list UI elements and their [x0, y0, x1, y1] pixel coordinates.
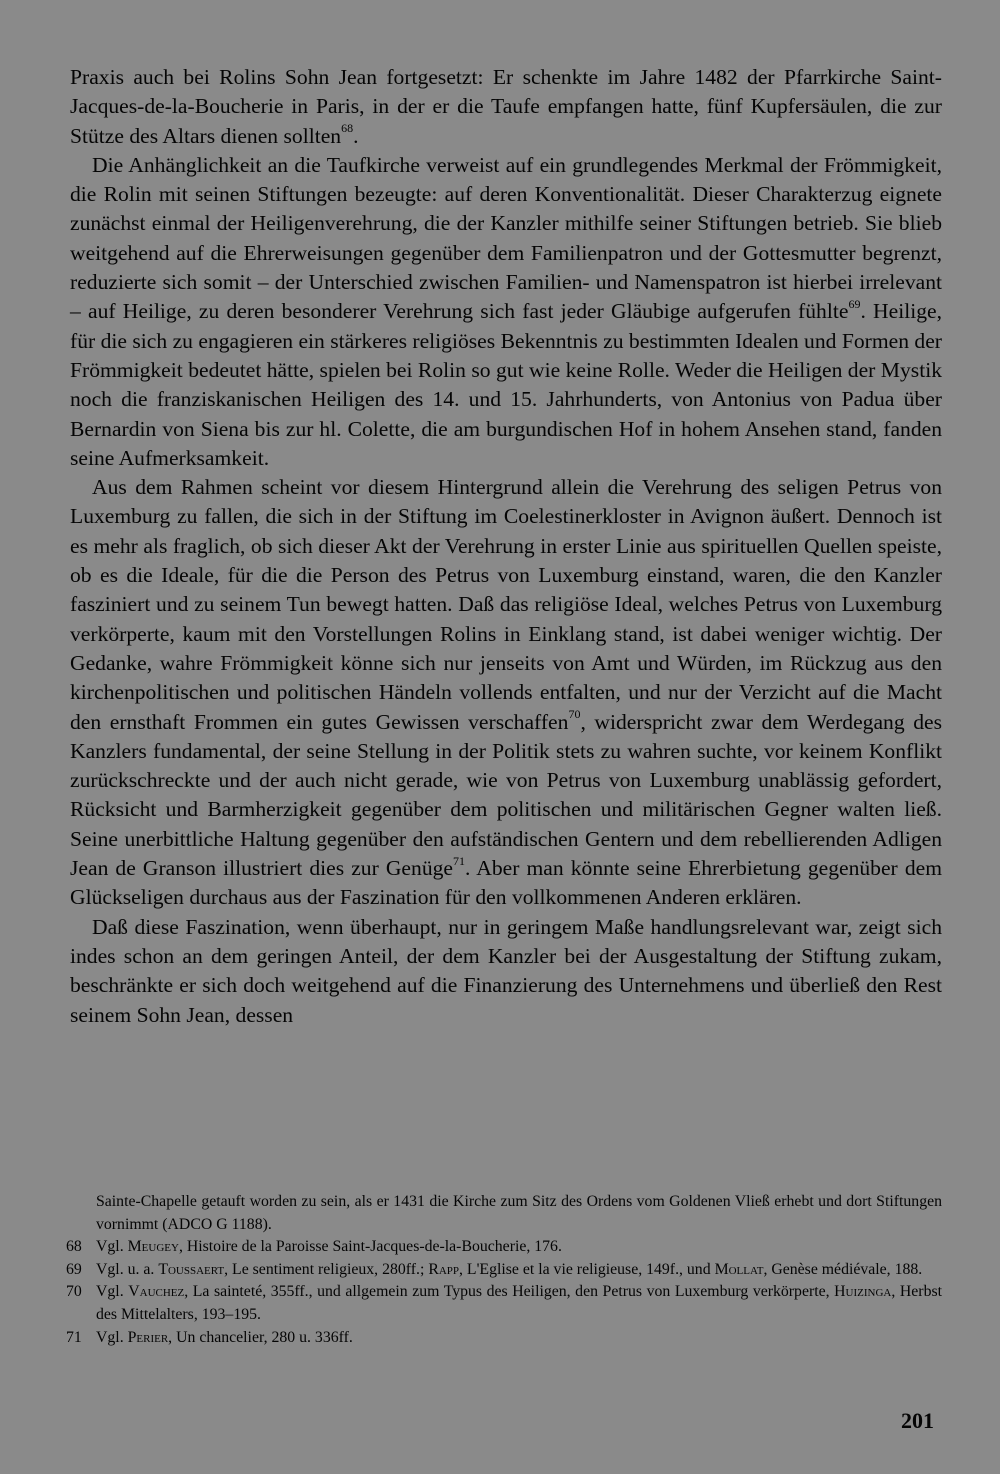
footnote-text-part: , Le sentiment religieux, 280ff.; — [224, 1260, 429, 1278]
footnote-text-part: , La sainteté, 355ff., und allgemein zum Typus des Heiligen, den Petrus von Luxemburg verkörperte, — [184, 1283, 835, 1301]
paragraph-text: Aus dem Rahmen scheint vor diesem Hintergrund allein die Verehrung des seligen Petrus von Luxemburg zu fallen, die sich in der Stiftung im Coelestinerkloster in Avignon äußert. Dennoch ist es mehr als fraglich, ob sich dieser Akt der Verehrung in erster Linie aus spirituellen Quellen speiste, ob es die Ideale, für die die Person des Petrus von Luxemburg einstand, waren, die den Kanzler fasziniert und zu seinem Tun bewegt hatten. Daß das religiöse Ideal, welches Petrus von Luxemburg verkörperte, kaum mit den Vorstellungen Rolins in Einklang stand, ist dabei weniger wichtig. Der Gedanke, wahre Frömmigkeit könne sich nur jenseits von Amt und Würden, im Rückzug aus den kirchenpolitischen und politischen Händeln vollends entfalten, und nur der Verzicht auf die Macht den ernsthaft Frommen ein gutes Gewissen verschaffen — [70, 475, 942, 734]
paragraph-text: . Heilige, für die sich zu engagieren ein stärkeres religiöses Bekenntnis zu bestimmten Idealen und Formen der Frömmigkeit bedeutet hätte, spielen bei Rolin so gut wie keine Rolle. Weder die Heiligen der Mystik noch die franziskanischen Heiligen des 14. und 15. Jahrhunderts, von Antonius von Padua über Bernardin von Siena bis zur hl. Colette, die am burgundischen Hof in hohem Ansehen stand, fanden seine Aufmerksamkeit. — [70, 299, 942, 470]
footnote-number: 69 — [66, 1260, 82, 1278]
footnote-text-part: , Genèse médiévale, 188. — [763, 1260, 923, 1278]
paragraph-text: Praxis auch bei Rolins Sohn Jean fortgesetzt: Er schenkte im Jahre 1482 der Pfarrkirche Saint-Jacques-de-la-Boucherie in Paris, in der er die Taufe empfangen hatte, fünf Kupfersäulen, die zur Stütze des Altars dienen sollten — [70, 65, 942, 148]
footnote-71 — [66, 1327, 942, 1350]
paragraph-text: . — [353, 123, 359, 148]
footnote-ref-70[interactable]: 70 — [568, 707, 581, 722]
page-number: 201 — [901, 1408, 934, 1433]
main-text — [70, 63, 942, 1030]
paragraph-1 — [70, 63, 942, 151]
footnote-number: 70 — [66, 1283, 82, 1301]
footnote-68 — [66, 1236, 942, 1259]
author-name: Vauchez — [128, 1283, 185, 1301]
author-name: Toussaert — [158, 1260, 225, 1278]
footnote-text — [96, 1327, 942, 1350]
footnote-text-part: Vgl. — [96, 1283, 129, 1301]
paragraph-2 — [70, 151, 942, 473]
paragraph-text: Daß diese Faszination, wenn überhaupt, nur in geringem Maße handlungsrelevant war, zeigt sich indes schon an dem geringen Anteil, der dem Kanzler bei der Ausgestaltung der Stiftung zukam, beschränkte er sich doch weitgehend auf die Finanzierung des Unternehmens und überließ den Rest seinem Sohn Jean, dessen — [70, 914, 942, 1027]
footnote-ref-68[interactable]: 68 — [341, 121, 354, 136]
footnote-text-part: , Un chancelier, 280 u. 336ff. — [168, 1328, 353, 1346]
author-name: Rapp — [428, 1260, 460, 1278]
footnote-text-part: , Herbst des Mittelalters, 193–195. — [96, 1283, 943, 1323]
footnote-number: 68 — [66, 1238, 82, 1256]
author-name: Mollat — [714, 1260, 764, 1278]
footnote-text-part: Vgl. u. a. — [96, 1260, 159, 1278]
paragraph-text: . Aber man könnte seine Ehrerbietung gegenüber dem Glückseligen durchaus aus der Faszination für den vollkommenen Anderen erklären. — [70, 856, 942, 910]
footnote-text-part: , L'Eglise et la vie religieuse, 149f., und — [459, 1260, 715, 1278]
footnote-number: 71 — [66, 1328, 82, 1346]
footnote-70 — [66, 1281, 942, 1326]
paragraph-text: Die Anhänglichkeit an die Taufkirche verweist auf ein grundlegendes Merkmal der Frömmigkeit, die Rolin mit seinen Stiftungen bezeugte: auf deren Konventionalität. Dieser Charakterzug eignete zunächst einmal der Heiligenverehrung, die der Kanzler mithilfe seiner Stiftungen betrieb. Sie blieb weitgehend auf die Ehrerweisungen gegenüber dem Familienpatron und der Gottesmutter begrenzt, reduzierte sich somit – der Unterschied zwischen Familien- und Namenspatron ist hierbei irrelevant – auf Heilige, zu deren besonderer Verehrung sich fast jeder Gläubige aufgerufen fühlte — [70, 152, 942, 324]
footnote-ref-71[interactable]: 71 — [453, 853, 465, 868]
footnotes — [66, 1191, 942, 1349]
footnote-text — [96, 1236, 942, 1259]
author-name: Huizinga — [834, 1283, 892, 1301]
footnote-text — [96, 1281, 942, 1326]
footnote-text — [96, 1259, 942, 1282]
footnote-text-part: , Histoire de la Paroisse Saint-Jacques-de-la-Boucherie, 176. — [178, 1238, 562, 1256]
footnote-text-part: Vgl. — [96, 1328, 128, 1346]
footnote-69 — [66, 1259, 942, 1282]
paragraph-text: , widerspricht zwar dem Werdegang des Kanzlers fundamental, der seine Stellung in der Politik stets zu wahren suchte, vor keinem Konflikt zurückschreckte und der auch nicht gerade, wie von Petrus von Luxemburg unablässig gefordert, Rücksicht und Barmherzigkeit gegenüber dem politischen und militärischen Gegner walten ließ. Seine unerbittliche Haltung gegenüber den aufständischen Gentern und dem rebellierenden Adligen Jean de Granson illustriert dies zur Genüge — [70, 709, 942, 881]
author-name: Meugey — [127, 1238, 179, 1256]
author-name: Perier — [127, 1328, 169, 1346]
paragraph-4 — [70, 913, 942, 1030]
paragraph-3 — [70, 473, 942, 912]
footnote-continuation: Sainte-Chapelle getauft worden zu sein, als er 1431 die Kirche zum Sitz des Ordens vom Goldenen Vließ erhebt und dort Stiftungen vornimmt (ADCO G 1188). — [96, 1193, 942, 1233]
footnote-ref-69[interactable]: 69 — [848, 297, 861, 312]
footnote-text-part: Vgl. — [96, 1238, 128, 1256]
